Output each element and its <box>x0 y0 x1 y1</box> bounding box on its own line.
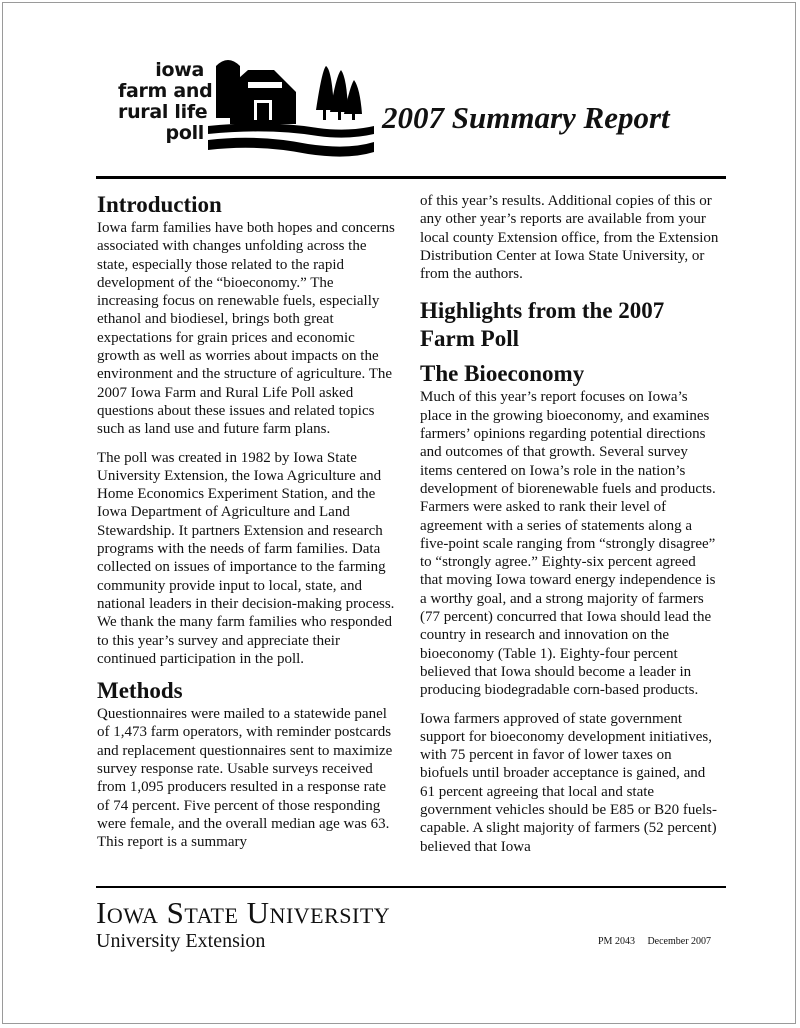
bioeconomy-heading: The Bioeconomy <box>420 361 585 387</box>
poll-logo-text <box>118 59 213 144</box>
logo-line-4: poll <box>165 122 204 144</box>
methods-heading: Methods <box>97 678 183 704</box>
bioeconomy-paragraph-2: Iowa farmers approved of state government support for bioeconomy development initiatives, with 75 percent in favor of lower taxes on biofuels until broader acceptance is gained, and 61 percent agreeing that local and state government vehicles should be E85 or B20 fuels-capable. A slight majority of farmers (52 percent) believed that Iowa <box>420 710 718 855</box>
university-name: Iowa State University <box>96 895 391 930</box>
publication-number: PM 2043 <box>598 936 635 947</box>
logo-line-1: iowa <box>155 59 204 81</box>
continuation-paragraph: of this year’s results. Additional copies of this or any other year’s reports are available from your local county Extension office, from the Extension Distribution Center at Iowa State University, or from the authors. <box>420 193 719 283</box>
bioeconomy-paragraph-1: Much of this year’s report focuses on Iowa’s place in the growing bioeconomy, and examines farmers’ opinions regarding potential directions and outcomes of that growth. Several survey items centered on Iowa’s role in the nation’s development of biorenewable fuels and products. Farmers were asked to rank their level of agreement with a series of statements along a five-point scale ranging from “strongly disagree” to “strongly agree.” Eighty-six percent agreed that moving Iowa toward energy independence is a worthy goal, and a strong majority of farmers (77 percent) concurred that Iowa should lead the country in research and innovation on the bioeconomy (Table 1). Eighty-four percent believed that Iowa should become a leader in producing biodegradable corn-based products. <box>420 389 716 699</box>
highlights-heading: Highlights from the 2007 Farm Poll <box>420 298 665 352</box>
logo-line-2: farm and <box>118 80 213 102</box>
footer-rule <box>96 886 726 888</box>
introduction-paragraph-1: Iowa farm families have both hopes and concerns associated with changes unfolding across the state, especially those related to the rapid development of the “bioeconomy.” The increasing focus on renewable fuels, especially ethanol and biodiesel, brings both great expectations for grain prices and economic growth as well as worries about impacts on the environment and the structure of agriculture. The 2007 Iowa Farm and Rural Life Poll asked questions about these issues and related topics such as land use and future farm plans. <box>97 220 395 438</box>
methods-paragraph: Questionnaires were mailed to a statewide panel of 1,473 farm operators, with reminder postcards and replacement questionnaires sent to maximize survey response rate. Usable surveys received from 1,095 producers resulted in a response rate of 74 percent. Five percent of those responding were female, and the overall median age was 63. This report is a summary <box>97 706 393 851</box>
header-rule <box>96 176 726 179</box>
introduction-heading: Introduction <box>97 192 222 217</box>
logo-line-3: rural life <box>118 101 208 123</box>
publication-info <box>598 936 721 947</box>
report-title: 2007 Summary Report <box>382 100 670 135</box>
farm-logo-icon <box>208 56 374 158</box>
publication-date: December 2007 <box>647 936 712 947</box>
university-extension: University Extension <box>96 930 266 952</box>
introduction-paragraph-2: The poll was created in 1982 by Iowa State University Extension, the Iowa Agriculture and Home Economics Experiment Station, and the Iowa Department of Agriculture and Land Stewardship. It partners Extension and research programs with the needs of farm families. Data collected on issues of importance to the farming community provide input to local, state, and national leaders in their decision-making process. We thank the many farm families who responded to this year’s survey and appreciate their continued participation in the poll. <box>97 449 395 667</box>
left-column <box>97 192 397 862</box>
right-column <box>420 192 720 866</box>
